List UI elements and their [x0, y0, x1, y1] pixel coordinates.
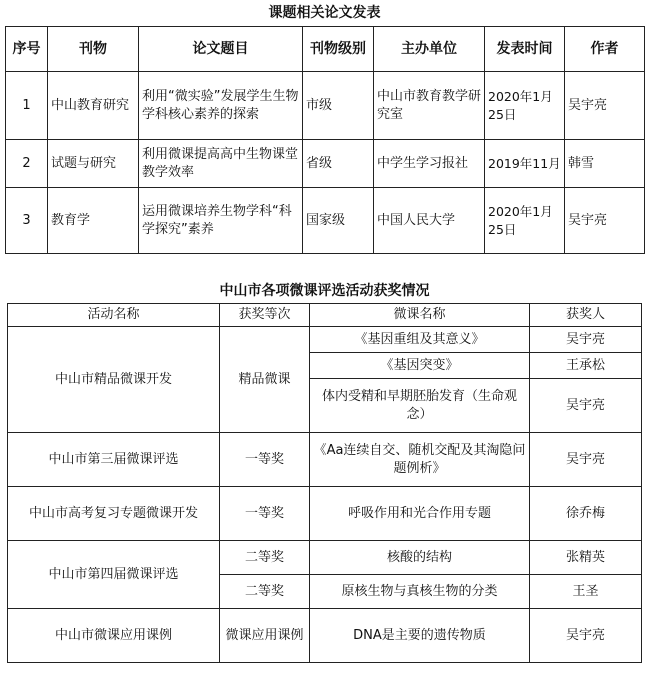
header-award-level: 获奖等次 [220, 304, 310, 327]
papers-table-title: 课题相关论文发表 [268, 5, 381, 21]
table-row [8, 433, 642, 487]
header-winner: 获奖人 [530, 304, 642, 327]
papers-header-row [6, 27, 645, 72]
award-level-cell: 一等奖 [220, 433, 310, 487]
course-cell: DNA是主要的遗传物质 [310, 609, 530, 663]
header-journal-level: 刊物级别 [303, 27, 374, 72]
course-cell: 《基因重组及其意义》 [310, 327, 530, 353]
level-cell: 省级 [303, 140, 374, 188]
winner-cell: 徐乔梅 [530, 487, 642, 541]
awards-header-row [8, 304, 642, 327]
organizer-cell: 中山市教育教学研究室 [374, 72, 485, 140]
activity-cell: 中山市微课应用课例 [8, 609, 220, 663]
author-cell: 吴宇亮 [565, 188, 645, 254]
header-index: 序号 [6, 27, 48, 72]
journal-cell: 中山教育研究 [48, 72, 139, 140]
header-course-name: 微课名称 [310, 304, 530, 327]
paper-title-cell: 运用微课培养生物学科“科学探究”素养 [139, 188, 303, 254]
date-cell: 2019年11月 [485, 140, 565, 188]
date-cell: 2020年1月25日 [485, 72, 565, 140]
winner-cell: 王圣 [530, 575, 642, 609]
row-index: 2 [6, 140, 48, 188]
author-cell: 韩雪 [565, 140, 645, 188]
activity-cell: 中山市高考复习专题微课开发 [8, 487, 220, 541]
level-cell: 国家级 [303, 188, 374, 254]
organizer-cell: 中国人民大学 [374, 188, 485, 254]
header-journal: 刊物 [48, 27, 139, 72]
course-cell: 体内受精和早期胚胎发育（生命观念） [310, 379, 530, 433]
table-row [8, 327, 642, 353]
row-index: 3 [6, 188, 48, 254]
header-activity: 活动名称 [8, 304, 220, 327]
course-cell: 原核生物与真核生物的分类 [310, 575, 530, 609]
awards-table-title: 中山市各项微课评选活动获奖情况 [219, 283, 430, 299]
award-level-cell: 微课应用课例 [220, 609, 310, 663]
table-row [8, 609, 642, 663]
winner-cell: 吴宇亮 [530, 327, 642, 353]
award-level-cell: 二等奖 [220, 541, 310, 575]
awards-table [7, 303, 642, 663]
author-cell: 吴宇亮 [565, 72, 645, 140]
winner-cell: 王承松 [530, 353, 642, 379]
course-cell: 《Aa连续自交、随机交配及其淘隐问题例析》 [310, 433, 530, 487]
course-cell: 《基因突变》 [310, 353, 530, 379]
table-row [6, 140, 645, 188]
journal-cell: 试题与研究 [48, 140, 139, 188]
paper-title-cell: 利用微课提高高中生物课堂教学效率 [139, 140, 303, 188]
paper-title-cell: 利用“微实验”发展学生生物学科核心素养的探索 [139, 72, 303, 140]
header-organizer: 主办单位 [374, 27, 485, 72]
winner-cell: 吴宇亮 [530, 379, 642, 433]
header-publish-date: 发表时间 [485, 27, 565, 72]
winner-cell: 吴宇亮 [530, 433, 642, 487]
winner-cell: 张精英 [530, 541, 642, 575]
header-author: 作者 [565, 27, 645, 72]
date-cell: 2020年1月25日 [485, 188, 565, 254]
papers-table [5, 26, 645, 254]
header-paper-title: 论文题目 [139, 27, 303, 72]
table-row [8, 487, 642, 541]
activity-cell: 中山市第三届微课评选 [8, 433, 220, 487]
course-cell: 核酸的结构 [310, 541, 530, 575]
level-cell: 市级 [303, 72, 374, 140]
winner-cell: 吴宇亮 [530, 609, 642, 663]
table-row [8, 541, 642, 575]
activity-cell: 中山市第四届微课评选 [8, 541, 220, 609]
row-index: 1 [6, 72, 48, 140]
award-level-cell: 二等奖 [220, 575, 310, 609]
course-cell: 呼吸作用和光合作用专题 [310, 487, 530, 541]
table-row [6, 72, 645, 140]
award-level-cell: 精品微课 [220, 327, 310, 433]
award-level-cell: 一等奖 [220, 487, 310, 541]
table-row [6, 188, 645, 254]
journal-cell: 教育学 [48, 188, 139, 254]
activity-cell: 中山市精品微课开发 [8, 327, 220, 433]
organizer-cell: 中学生学习报社 [374, 140, 485, 188]
